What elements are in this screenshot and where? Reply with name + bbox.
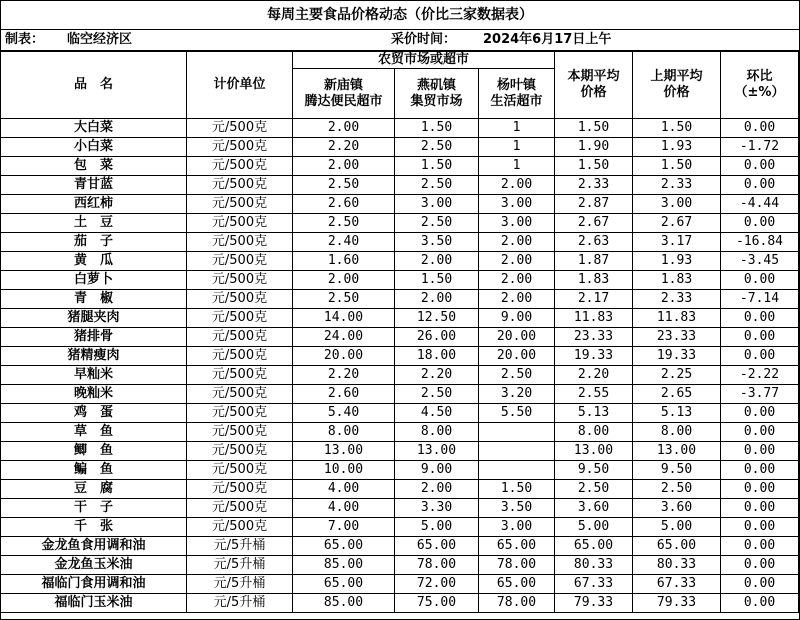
cell-avg-last: 65.00: [633, 537, 721, 556]
cell-unit: 元/500克: [187, 157, 293, 176]
cell-market2: 3.00: [395, 195, 479, 214]
cell-market3: 2.50: [479, 366, 555, 385]
cell-market1: 5.40: [293, 404, 395, 423]
cell-change: 0.00: [721, 328, 799, 347]
table-row: [1, 195, 799, 214]
cell-unit: 元/5升桶: [187, 594, 293, 613]
cell-market2: 9.00: [395, 461, 479, 480]
cell-avg-current: 65.00: [555, 537, 633, 556]
cell-market2: 13.00: [395, 442, 479, 461]
cell-market3: 65.00: [479, 537, 555, 556]
cell-market1: 10.00: [293, 461, 395, 480]
cell-avg-last: 80.33: [633, 556, 721, 575]
cell-avg-current: 1.90: [555, 138, 633, 157]
cell-change: 0.00: [721, 176, 799, 195]
cell-market3: 3.20: [479, 385, 555, 404]
cell-name: 土 豆: [1, 214, 187, 233]
cell-market2: 2.00: [395, 290, 479, 309]
table-row: [1, 480, 799, 499]
cell-avg-current: 2.87: [555, 195, 633, 214]
cell-market3: 1: [479, 157, 555, 176]
cell-change: 0.00: [721, 119, 799, 138]
table-row: [1, 309, 799, 328]
table-row: [1, 252, 799, 271]
cell-avg-current: 5.13: [555, 404, 633, 423]
cell-avg-last: 5.00: [633, 518, 721, 537]
cell-unit: 元/500克: [187, 252, 293, 271]
cell-unit: 元/500克: [187, 195, 293, 214]
cell-market2: 65.00: [395, 537, 479, 556]
cell-unit: 元/500克: [187, 518, 293, 537]
cell-avg-current: 3.60: [555, 499, 633, 518]
cell-name: 晚籼米: [1, 385, 187, 404]
header-avg-last-line1: 上期平均: [650, 69, 703, 84]
table-row: [1, 138, 799, 157]
cell-avg-current: 2.67: [555, 214, 633, 233]
cell-unit: 元/5升桶: [187, 537, 293, 556]
header-avg-last-line2: 价格: [663, 85, 690, 100]
cell-avg-last: 3.60: [633, 499, 721, 518]
cell-market1: 4.00: [293, 480, 395, 499]
cell-market1: 2.00: [293, 271, 395, 290]
cell-market3: 78.00: [479, 556, 555, 575]
cell-unit: 元/500克: [187, 423, 293, 442]
table-row: [1, 119, 799, 138]
cell-market2: 2.50: [395, 214, 479, 233]
cell-name: 早籼米: [1, 366, 187, 385]
table-row: [1, 594, 799, 613]
header-market3: [479, 69, 555, 119]
header-unit: 计价单位: [187, 52, 293, 119]
header-market1-line1: 新庙镇: [323, 77, 363, 93]
cell-market2: 75.00: [395, 594, 479, 613]
cell-market3: 9.00: [479, 309, 555, 328]
cell-change: -2.22: [721, 366, 799, 385]
cell-market3: 5.50: [479, 404, 555, 423]
time-value: 2024年6月17日上午: [483, 32, 612, 47]
cell-change: 0.00: [721, 157, 799, 176]
header-change: [721, 52, 799, 119]
cell-name: 草 鱼: [1, 423, 187, 442]
header-name: 品 名: [1, 52, 187, 119]
header-avg-current-line1: 本期平均: [567, 69, 620, 84]
cell-unit: 元/500克: [187, 290, 293, 309]
header-market1: [293, 69, 395, 119]
cell-avg-last: 2.65: [633, 385, 721, 404]
price-table: [0, 51, 799, 613]
cell-avg-last: 2.25: [633, 366, 721, 385]
table-row: [1, 347, 799, 366]
cell-market2: 18.00: [395, 347, 479, 366]
time-label: 采价时间：: [391, 32, 457, 47]
cell-market3: 3.00: [479, 195, 555, 214]
cell-market1: 2.20: [293, 366, 395, 385]
cell-avg-current: 5.00: [555, 518, 633, 537]
cell-avg-current: 1.87: [555, 252, 633, 271]
cell-name: 豆 腐: [1, 480, 187, 499]
cell-market3: [479, 442, 555, 461]
cell-name: 青 椒: [1, 290, 187, 309]
cell-avg-last: 8.00: [633, 423, 721, 442]
cell-change: 0.00: [721, 423, 799, 442]
cell-avg-current: 2.20: [555, 366, 633, 385]
cell-avg-last: 9.50: [633, 461, 721, 480]
cell-avg-last: 3.17: [633, 233, 721, 252]
cell-avg-current: 2.55: [555, 385, 633, 404]
header-market-group: 农贸市场或超市: [293, 52, 555, 69]
header-market2: [395, 69, 479, 119]
cell-market2: 3.30: [395, 499, 479, 518]
cell-name: 鳊 鱼: [1, 461, 187, 480]
cell-market2: 4.50: [395, 404, 479, 423]
table-row: [1, 328, 799, 347]
cell-avg-current: 11.83: [555, 309, 633, 328]
cell-avg-current: 2.17: [555, 290, 633, 309]
cell-market3: 20.00: [479, 347, 555, 366]
cell-change: -7.14: [721, 290, 799, 309]
cell-market1: 2.60: [293, 195, 395, 214]
cell-market2: 2.50: [395, 176, 479, 195]
table-row: [1, 518, 799, 537]
cell-market2: 2.00: [395, 252, 479, 271]
cell-market2: 2.20: [395, 366, 479, 385]
cell-name: 鸡 蛋: [1, 404, 187, 423]
cell-market3: 3.00: [479, 214, 555, 233]
cell-market3: 1.50: [479, 480, 555, 499]
cell-avg-last: 3.00: [633, 195, 721, 214]
cell-market1: 65.00: [293, 575, 395, 594]
cell-name: 福临门食用调和油: [1, 575, 187, 594]
cell-market1: 8.00: [293, 423, 395, 442]
cell-change: 0.00: [721, 404, 799, 423]
cell-unit: 元/500克: [187, 366, 293, 385]
cell-avg-current: 19.33: [555, 347, 633, 366]
cell-avg-last: 1.50: [633, 157, 721, 176]
cell-market3: 2.00: [479, 271, 555, 290]
cell-unit: 元/500克: [187, 214, 293, 233]
cell-change: 0.00: [721, 480, 799, 499]
cell-market1: 1.60: [293, 252, 395, 271]
cell-change: -3.45: [721, 252, 799, 271]
cell-market1: 24.00: [293, 328, 395, 347]
cell-unit: 元/500克: [187, 138, 293, 157]
table-row: [1, 556, 799, 575]
cell-unit: 元/500克: [187, 176, 293, 195]
cell-change: 0.00: [721, 575, 799, 594]
cell-market1: 13.00: [293, 442, 395, 461]
cell-market2: 1.50: [395, 119, 479, 138]
cell-unit: 元/500克: [187, 271, 293, 290]
table-row: [1, 233, 799, 252]
table-row: [1, 214, 799, 233]
cell-market2: 5.00: [395, 518, 479, 537]
header-avg-current: [555, 52, 633, 119]
cell-change: 0.00: [721, 556, 799, 575]
cell-market2: 1.50: [395, 157, 479, 176]
cell-market2: 78.00: [395, 556, 479, 575]
cell-avg-current: 67.33: [555, 575, 633, 594]
cell-avg-current: 2.63: [555, 233, 633, 252]
cell-avg-last: 1.83: [633, 271, 721, 290]
maker-value: 临空经济区: [67, 32, 133, 47]
cell-market3: 65.00: [479, 575, 555, 594]
cell-name: 福临门玉米油: [1, 594, 187, 613]
cell-market2: 2.50: [395, 385, 479, 404]
cell-market1: 85.00: [293, 556, 395, 575]
table-row: [1, 157, 799, 176]
cell-avg-last: 11.83: [633, 309, 721, 328]
cell-change: -4.44: [721, 195, 799, 214]
cell-name: 猪排骨: [1, 328, 187, 347]
cell-market1: 85.00: [293, 594, 395, 613]
cell-avg-last: 79.33: [633, 594, 721, 613]
cell-unit: 元/500克: [187, 328, 293, 347]
cell-unit: 元/500克: [187, 385, 293, 404]
cell-unit: 元/5升桶: [187, 556, 293, 575]
cell-avg-last: 1.93: [633, 138, 721, 157]
cell-avg-last: 13.00: [633, 442, 721, 461]
cell-change: -3.77: [721, 385, 799, 404]
table-row: [1, 366, 799, 385]
cell-name: 千 张: [1, 518, 187, 537]
cell-market3: [479, 461, 555, 480]
cell-market1: 2.60: [293, 385, 395, 404]
table-row: [1, 271, 799, 290]
cell-unit: 元/500克: [187, 480, 293, 499]
cell-market1: 4.00: [293, 499, 395, 518]
cell-change: 0.00: [721, 461, 799, 480]
cell-market1: 7.00: [293, 518, 395, 537]
cell-market1: 2.50: [293, 290, 395, 309]
table-row: [1, 499, 799, 518]
cell-avg-current: 1.50: [555, 157, 633, 176]
cell-name: 金龙鱼食用调和油: [1, 537, 187, 556]
cell-market3: 2.00: [479, 290, 555, 309]
cell-unit: 元/500克: [187, 347, 293, 366]
cell-market3: 78.00: [479, 594, 555, 613]
cell-change: -1.72: [721, 138, 799, 157]
cell-name: 小白菜: [1, 138, 187, 157]
cell-market3: 3.00: [479, 518, 555, 537]
cell-avg-last: 67.33: [633, 575, 721, 594]
header-avg-current-line2: 价格: [580, 85, 607, 100]
cell-name: 西红柿: [1, 195, 187, 214]
cell-unit: 元/500克: [187, 404, 293, 423]
cell-market2: 8.00: [395, 423, 479, 442]
cell-avg-current: 13.00: [555, 442, 633, 461]
header-change-line2: （±%）: [734, 85, 785, 100]
cell-change: 0.00: [721, 271, 799, 290]
table-row: [1, 537, 799, 556]
cell-avg-last: 2.33: [633, 290, 721, 309]
cell-avg-last: 1.50: [633, 119, 721, 138]
cell-avg-current: 80.33: [555, 556, 633, 575]
cell-market2: 26.00: [395, 328, 479, 347]
table-row: [1, 442, 799, 461]
table-body: [1, 119, 799, 613]
cell-change: 0.00: [721, 518, 799, 537]
cell-avg-current: 1.83: [555, 271, 633, 290]
table-row: [1, 575, 799, 594]
cell-avg-current: 8.00: [555, 423, 633, 442]
table-row: [1, 290, 799, 309]
cell-market2: 2.50: [395, 138, 479, 157]
cell-avg-last: 19.33: [633, 347, 721, 366]
cell-market1: 2.50: [293, 176, 395, 195]
cell-change: 0.00: [721, 499, 799, 518]
table-row: [1, 176, 799, 195]
cell-avg-last: 23.33: [633, 328, 721, 347]
cell-name: 鲫 鱼: [1, 442, 187, 461]
cell-change: 0.00: [721, 442, 799, 461]
cell-market2: 2.00: [395, 480, 479, 499]
cell-avg-current: 2.33: [555, 176, 633, 195]
cell-avg-current: 1.50: [555, 119, 633, 138]
cell-change: -16.84: [721, 233, 799, 252]
cell-market1: 2.00: [293, 157, 395, 176]
cell-market1: 20.00: [293, 347, 395, 366]
cell-unit: 元/500克: [187, 442, 293, 461]
cell-market1: 2.20: [293, 138, 395, 157]
table-row: [1, 461, 799, 480]
header-market2-line2: 集贸市场: [410, 93, 463, 109]
cell-unit: 元/500克: [187, 233, 293, 252]
cell-market2: 3.50: [395, 233, 479, 252]
cell-avg-last: 2.33: [633, 176, 721, 195]
meta-row: [1, 30, 799, 51]
cell-name: 干 子: [1, 499, 187, 518]
header-change-line1: 环比: [746, 69, 773, 84]
cell-change: 0.00: [721, 537, 799, 556]
header-avg-last: [633, 52, 721, 119]
cell-avg-last: 1.93: [633, 252, 721, 271]
cell-unit: 元/500克: [187, 119, 293, 138]
header-market2-line1: 燕矶镇: [416, 77, 456, 93]
cell-name: 黄 瓜: [1, 252, 187, 271]
cell-market3: 1: [479, 119, 555, 138]
cell-change: 0.00: [721, 214, 799, 233]
cell-name: 大白菜: [1, 119, 187, 138]
cell-avg-current: 2.50: [555, 480, 633, 499]
cell-name: 猪精瘦肉: [1, 347, 187, 366]
cell-market3: 2.00: [479, 252, 555, 271]
cell-market3: 2.00: [479, 233, 555, 252]
header-market3-line1: 杨叶镇: [496, 77, 536, 93]
cell-name: 青甘蓝: [1, 176, 187, 195]
cell-market1: 14.00: [293, 309, 395, 328]
cell-change: 0.00: [721, 347, 799, 366]
cell-market3: [479, 423, 555, 442]
cell-name: 猪腿夹肉: [1, 309, 187, 328]
table-row: [1, 385, 799, 404]
maker-label: 制表：: [5, 32, 45, 47]
cell-name: 茄 子: [1, 233, 187, 252]
cell-name: 白萝卜: [1, 271, 187, 290]
table-row: [1, 423, 799, 442]
cell-market3: 3.50: [479, 499, 555, 518]
cell-market3: 20.00: [479, 328, 555, 347]
cell-market3: 2.00: [479, 176, 555, 195]
cell-market1: 2.50: [293, 214, 395, 233]
cell-unit: 元/5升桶: [187, 575, 293, 594]
header-market1-line2: 腾达便民超市: [304, 93, 383, 109]
cell-market2: 12.50: [395, 309, 479, 328]
cell-unit: 元/500克: [187, 499, 293, 518]
cell-market1: 2.40: [293, 233, 395, 252]
cell-name: 包 菜: [1, 157, 187, 176]
sheet-title: 每周主要食品价格动态（价比三家数据表）: [1, 1, 799, 30]
cell-avg-current: 9.50: [555, 461, 633, 480]
cell-avg-current: 79.33: [555, 594, 633, 613]
cell-change: 0.00: [721, 309, 799, 328]
cell-unit: 元/500克: [187, 309, 293, 328]
cell-avg-last: 2.67: [633, 214, 721, 233]
cell-change: 0.00: [721, 594, 799, 613]
cell-avg-last: 5.13: [633, 404, 721, 423]
table-row: [1, 404, 799, 423]
cell-name: 金龙鱼玉米油: [1, 556, 187, 575]
cell-market1: 65.00: [293, 537, 395, 556]
cell-avg-current: 23.33: [555, 328, 633, 347]
cell-market3: 1: [479, 138, 555, 157]
cell-avg-last: 2.50: [633, 480, 721, 499]
cell-market1: 2.00: [293, 119, 395, 138]
cell-market2: 72.00: [395, 575, 479, 594]
header-market3-line2: 生活超市: [490, 93, 543, 109]
cell-unit: 元/500克: [187, 461, 293, 480]
cell-market2: 1.50: [395, 271, 479, 290]
